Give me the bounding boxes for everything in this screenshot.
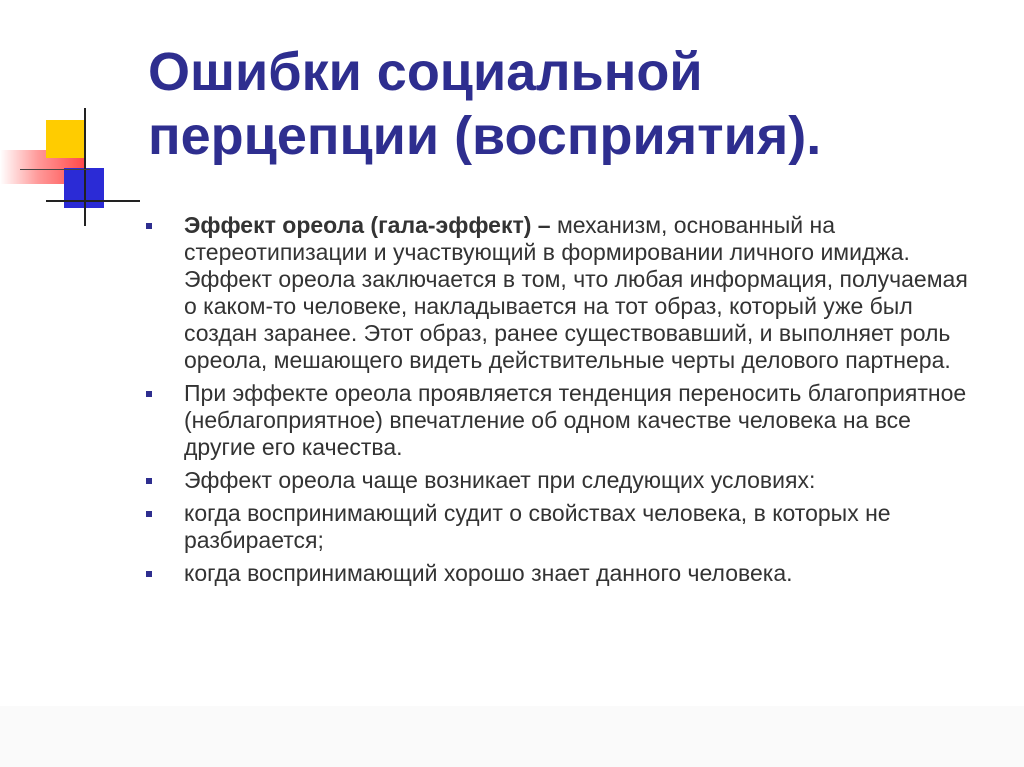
logo-thin-line bbox=[20, 169, 90, 170]
bullet-item bbox=[146, 500, 976, 554]
decorative-squares-logo bbox=[0, 100, 140, 230]
bullet-text: когда воспринимающий судит о свойствах человека, в которых не разбирается; bbox=[184, 500, 891, 553]
square-bullet-icon bbox=[146, 571, 152, 577]
logo-horizontal-line bbox=[46, 200, 140, 202]
square-bullet-icon bbox=[146, 478, 152, 484]
bullet-text: когда воспринимающий хорошо знает данного человека. bbox=[184, 560, 793, 586]
bullet-text: При эффекте ореола проявляется тенденция переносить благоприятное (неблагоприятное) впечатление об одном качестве человека на все другие его качества. bbox=[184, 380, 967, 460]
bullet-text: механизм, основанный на стереотипизации и участвующий в формировании личного имиджа. Эффект ореола заключается в том, что любая информация, получаемая о каком-то человеке, накладывается на тот образ, который уже был создан заранее. Этот образ, ранее существовавший, и выполняет роль ореола, мешающего видеть действительные черты делового партнера. bbox=[184, 212, 968, 373]
bullet-bold-lead: Эффект ореола (гала-эффект) – bbox=[184, 212, 551, 238]
square-bullet-icon bbox=[146, 391, 152, 397]
bullet-text: Эффект ореола чаще возникает при следующих условиях: bbox=[184, 467, 816, 493]
bullet-item bbox=[146, 380, 976, 461]
slide-title-line-2: перцепции (восприятия). bbox=[148, 106, 822, 166]
slide-title-line-1: Ошибки социальной bbox=[148, 42, 703, 102]
square-bullet-icon bbox=[146, 223, 152, 229]
bullet-item bbox=[146, 467, 976, 494]
bullet-item bbox=[146, 212, 976, 374]
logo-yellow-square bbox=[46, 120, 84, 158]
bullet-item bbox=[146, 560, 976, 587]
bullet-list bbox=[146, 212, 976, 593]
slide-footer-band bbox=[0, 706, 1024, 767]
slide-title bbox=[148, 40, 1008, 168]
square-bullet-icon bbox=[146, 511, 152, 517]
logo-vertical-line bbox=[84, 108, 86, 226]
